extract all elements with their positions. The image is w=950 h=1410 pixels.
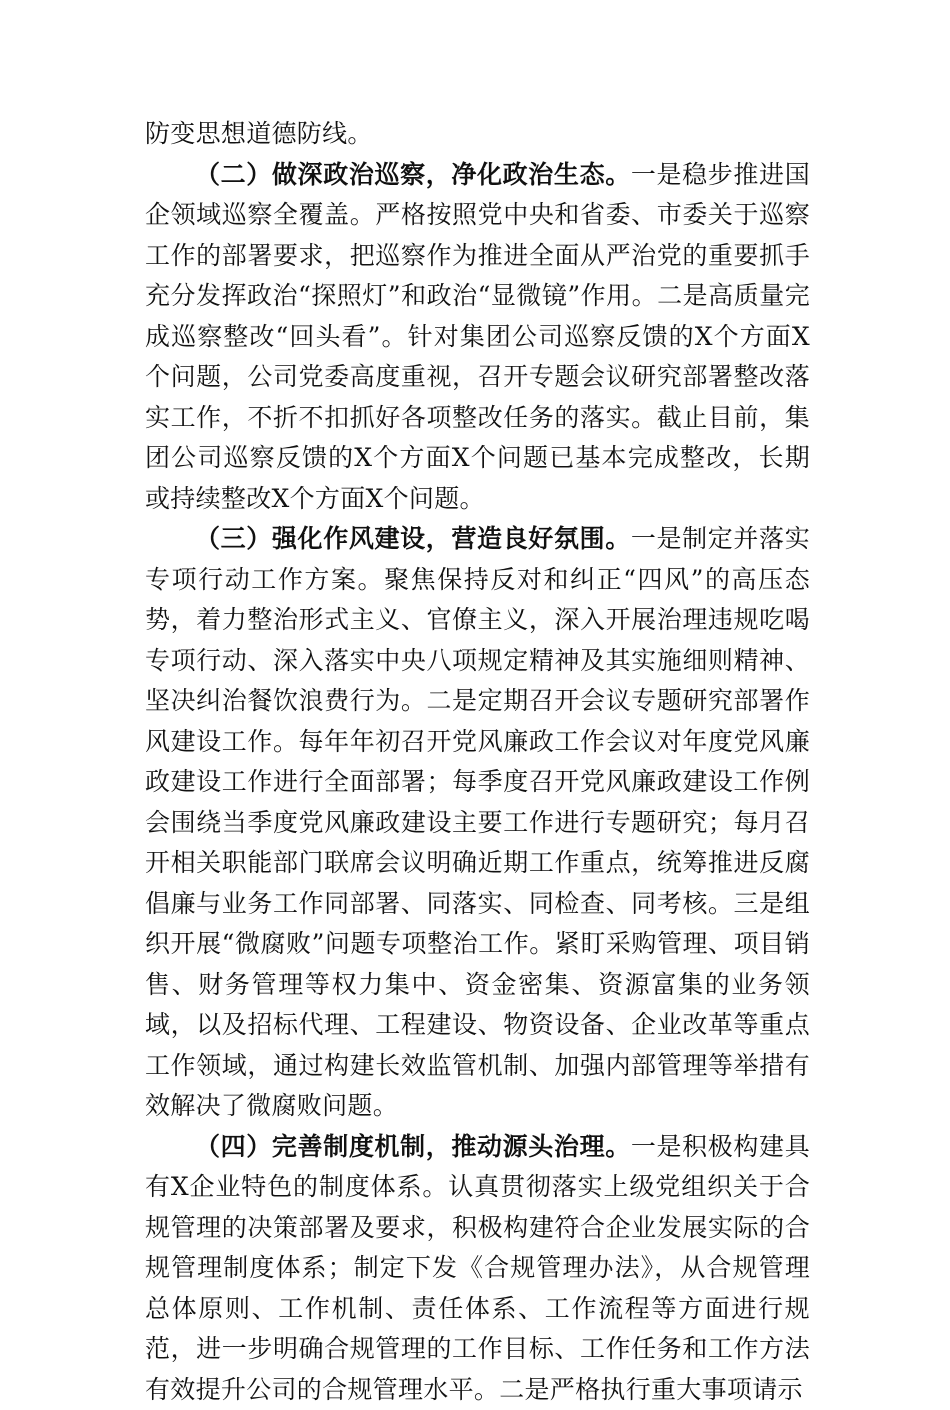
paragraph-2 <box>145 155 810 520</box>
paragraph-3-heading: （三）强化作风建设，营造良好氛围。 <box>195 524 631 553</box>
paragraph-3 <box>145 519 810 1127</box>
document-body <box>145 114 810 1410</box>
paragraph-1 <box>145 114 810 155</box>
paragraph-1-text: 防变思想道德防线。 <box>145 119 373 148</box>
paragraph-4-heading: （四）完善制度机制，推动源头治理。 <box>195 1132 631 1161</box>
paragraph-3-text: 一是制定并落实专项行动工作方案。聚焦保持反对和纠正“四风”的高压态势，着力整治形式主义、官僚主义，深入开展治理违规吃喝专项行动、深入落实中央八项规定精神及其实施细则精神、坚决纠治餐饮浪费行为。二是定期召开会议专题研究部署作风建设工作。每年年初召开党风廉政工作会议对年度党风廉政建设工作进行全面部署；每季度召开党风廉政建设工作例会围绕当季度党风廉政建设主要工作进行专题研究；每月召开相关职能部门联席会议明确近期工作重点，统筹推进反腐倡廉与业务工作同部署、同落实、同检查、同考核。三是组织开展“微腐败”问题专项整治工作。紧盯采购管理、项目销售、财务管理等权力集中、资金密集、资源富集的业务领域，以及招标代理、工程建设、物资设备、企业改革等重点工作领域，通过构建长效监管机制、加强内部管理等举措有效解决了微腐败问题。 <box>145 524 810 1120</box>
paragraph-4-text: 一是积极构建具有X企业特色的制度体系。认真贯彻落实上级党组织关于合规管理的决策部署及要求，积极构建符合企业发展实际的合规管理制度体系；制定下发《合规管理办法》，从合规管理总体原则、工作机制、责任体系、工作流程等方面进行规范，进一步明确合规管理的工作目标、工作任务和工作方法有效提升公司的合规管理水平。二是严格执行重大事项请示 <box>145 1132 810 1404</box>
paragraph-4 <box>145 1127 810 1410</box>
paragraph-2-heading: （二）做深政治巡察，净化政治生态。 <box>195 160 631 189</box>
paragraph-2-text: 一是稳步推进国企领域巡察全覆盖。严格按照党中央和省委、市委关于巡察工作的部署要求，把巡察作为推进全面从严治党的重要抓手充分发挥政治“探照灯”和政治“显微镜”作用。二是高质量完成巡察整改“回头看”。针对集团公司巡察反馈的X个方面X个问题，公司党委高度重视，召开专题会议研究部署整改落实工作，不折不扣抓好各项整改任务的落实。截止目前，集团公司巡察反馈的X个方面X个问题已基本完成整改，长期或持续整改X个方面X个问题。 <box>145 160 810 513</box>
